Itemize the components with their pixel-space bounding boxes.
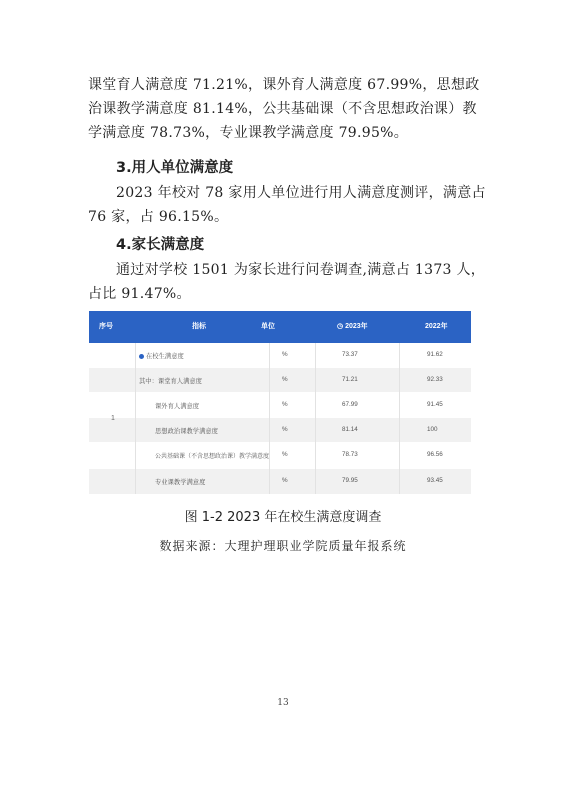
header-2022: 2022年 (425, 323, 448, 330)
row-name: 其中：课堂育人满意度 (139, 378, 202, 385)
page-number: 13 (277, 698, 289, 708)
row-2022: 91.62 (427, 351, 443, 358)
row-name: 课外育人满意度 (155, 403, 200, 410)
clock-icon: ◷ (337, 323, 346, 330)
column-divider (399, 343, 400, 494)
row-2022: 91.45 (427, 401, 443, 408)
heading-parent-satisfaction: 4.家长满意度 (116, 237, 205, 253)
data-source: 数据来源：大理护理职业学院质量年报系统 (159, 539, 407, 553)
row-unit: % (282, 451, 288, 458)
row-unit: % (282, 376, 288, 383)
row-2023: 79.95 (342, 477, 358, 484)
table-row (89, 393, 471, 417)
heading-employer-satisfaction: 3.用人单位满意度 (116, 160, 234, 176)
row-2023: 71.21 (342, 376, 358, 383)
header-index: 序号 (99, 323, 113, 330)
row-name: 公共基础课（不含思想政治课）教学满意度 (155, 454, 270, 460)
bullet-icon (139, 354, 144, 359)
paragraph-parent-satisfaction: 通过对学校 1501 为家长进行问卷调查,满意占 1373 人，占比 91.47%。 (88, 262, 486, 302)
column-divider (135, 343, 136, 494)
row-unit: % (282, 351, 288, 358)
row-2023: 78.73 (342, 451, 358, 458)
table-row (89, 368, 471, 392)
column-divider (269, 343, 270, 494)
figure-caption: 图 1-2 2023 年在校生满意度调查 (184, 510, 382, 525)
header-indicator: 指标 (192, 323, 206, 330)
table-row (89, 418, 471, 442)
row-2023: 73.37 (342, 351, 358, 358)
header-unit: 单位 (261, 323, 275, 330)
column-divider (315, 343, 316, 494)
row-unit: % (282, 426, 288, 433)
table-header (89, 311, 471, 343)
satisfaction-table (89, 311, 471, 494)
table-row (89, 469, 471, 494)
row-index: 1 (111, 415, 115, 422)
row-name: 思想政治课教学满意度 (155, 428, 218, 435)
row-2022: 93.45 (427, 477, 443, 484)
row-name: 专业课教学满意度 (155, 479, 206, 486)
header-2023: ◷ 2023年 (337, 323, 368, 330)
paragraph-employer-satisfaction: 2023 年校对 78 家用人单位进行用人满意度测评，满意占 76 家，占 96.15%。 (88, 185, 486, 225)
row-2022: 100 (427, 426, 438, 433)
row-name: 在校生满意度 (139, 351, 184, 360)
row-2023: 81.14 (342, 426, 358, 433)
row-unit: % (282, 401, 288, 408)
row-2023: 67.99 (342, 401, 358, 408)
table-row (89, 343, 471, 367)
table-row (89, 443, 471, 467)
row-unit: % (282, 477, 288, 484)
row-2022: 92.33 (427, 376, 443, 383)
row-2022: 96.56 (427, 451, 443, 458)
paragraph-satisfaction-details: 课堂育人满意度 71.21%，课外育人满意度 67.99%，思想政治课教学满意度 81.14%，公共基础课（不含思想政治课）教学满意度 78.73%，专业课教学满意度 79.95%。 (88, 77, 480, 141)
